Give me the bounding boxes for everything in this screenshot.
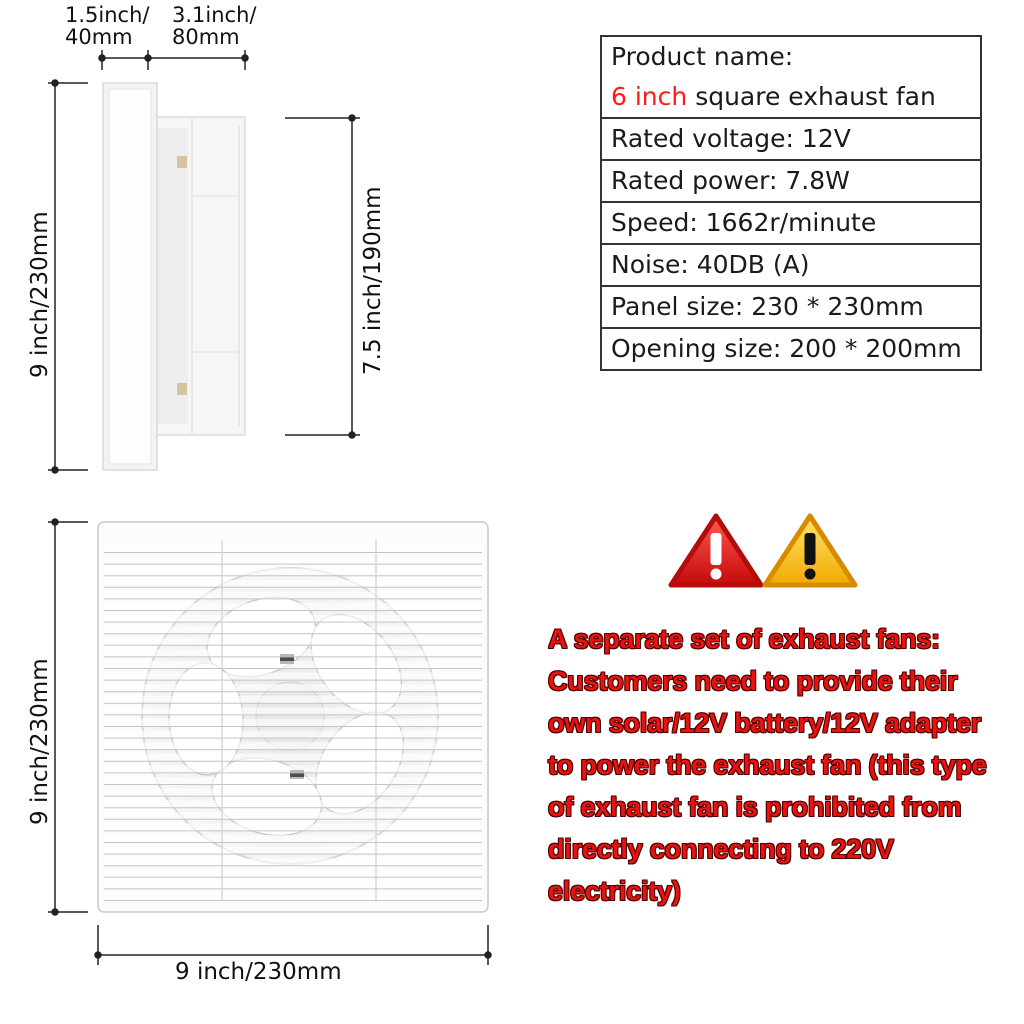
louver-slat — [104, 603, 482, 610]
panel-height-label: 9 inch/230mm — [27, 211, 53, 379]
dimension-dot — [242, 55, 248, 61]
warning-line: own solar/12V battery/12V adapter — [548, 708, 982, 738]
louver-slat — [104, 615, 482, 622]
warning-line: Customers need to provide their — [548, 666, 958, 696]
louver-slat — [104, 649, 482, 656]
panel-depth-label — [65, 4, 149, 48]
louver-slat — [104, 707, 482, 714]
louver-slat — [104, 789, 482, 796]
louver-slat — [104, 870, 482, 877]
louver-slat — [104, 626, 482, 633]
warning-line: of exhaust fan is prohibited from — [548, 792, 962, 822]
dimension-dot — [99, 55, 105, 61]
louver-slat — [104, 661, 482, 668]
louver-slat — [104, 568, 482, 575]
dimension-dot — [52, 909, 58, 915]
body-depth-mm: 80mm — [172, 25, 240, 49]
louver-slat — [104, 835, 482, 842]
louver-slat — [104, 812, 482, 819]
warning-line: electricity) — [548, 876, 681, 906]
front-view-fan — [98, 522, 488, 912]
dimension-dot — [52, 467, 58, 473]
body-depth-inch: 3.1inch/ — [172, 3, 257, 27]
louver-slat — [104, 673, 482, 680]
specs-row-noise: Noise: 40DB (A) — [602, 243, 980, 285]
louver-slat — [104, 893, 482, 900]
side-panel-face — [109, 89, 151, 464]
louver-slat — [104, 754, 482, 761]
louver-slat — [104, 881, 482, 888]
specs-table — [600, 35, 982, 371]
louver-slat — [104, 684, 482, 691]
louver-slat — [104, 823, 482, 830]
product-type: square exhaust fan — [695, 82, 936, 111]
dimension-dot — [52, 519, 58, 525]
yellow-warning-triangle-icon — [765, 516, 855, 585]
specs-row-rated-power: Rated power: 7.8W — [602, 159, 980, 201]
body-depth-label — [172, 4, 256, 48]
warning-notice — [548, 618, 987, 912]
dimension-dot — [349, 115, 355, 121]
louver-slat — [104, 591, 482, 598]
product-name-value — [611, 77, 980, 117]
red-warning-triangle-icon — [671, 516, 761, 585]
louver-slat — [104, 719, 482, 726]
product-name-label: Product name: — [611, 42, 794, 71]
front-width-label: 9 inch/230mm — [175, 959, 342, 985]
front-height-label: 9 inch/230mm — [27, 658, 53, 826]
specs-row-rated-voltage: Rated voltage: 12V — [602, 117, 980, 159]
louver-slat — [104, 777, 482, 784]
dimension-dot — [145, 55, 151, 61]
dimension-dot — [52, 80, 58, 86]
specs-row-speed: Speed: 1662r/minute — [602, 201, 980, 243]
louver-slat — [104, 800, 482, 807]
louver-slat — [104, 731, 482, 738]
panel-depth-inch: 1.5inch/ — [65, 3, 150, 27]
louver-slat — [104, 858, 482, 865]
specs-row-panel-size: Panel size: 230 * 230mm — [602, 285, 980, 327]
side-body-collar — [158, 128, 188, 424]
mount-tab — [177, 156, 187, 168]
louver-slat — [104, 847, 482, 854]
louver-slat — [104, 638, 482, 645]
louver-grille — [104, 545, 482, 901]
warning-line: to power the exhaust fan (this type — [548, 750, 987, 780]
product-size: 6 inch — [611, 82, 688, 111]
louver-slat — [104, 765, 482, 772]
side-view-fan — [103, 83, 245, 470]
louver-slat — [104, 557, 482, 564]
dimension-dot — [349, 432, 355, 438]
louver-slat — [104, 580, 482, 587]
warning-line: directly connecting to 220V — [548, 834, 894, 864]
dimension-dot — [95, 952, 101, 958]
louver-slat — [104, 742, 482, 749]
mount-tab — [177, 383, 187, 395]
louver-slat — [104, 696, 482, 703]
panel-depth-mm: 40mm — [65, 25, 133, 49]
dimension-dot — [485, 952, 491, 958]
body-height-label: 7.5 inch/190mm — [360, 186, 386, 376]
specs-row-product-name — [602, 37, 980, 117]
warning-line: A separate set of exhaust fans: — [548, 624, 940, 654]
louver-slat — [104, 545, 482, 552]
specs-row-opening-size: Opening size: 200 * 200mm — [602, 327, 980, 369]
